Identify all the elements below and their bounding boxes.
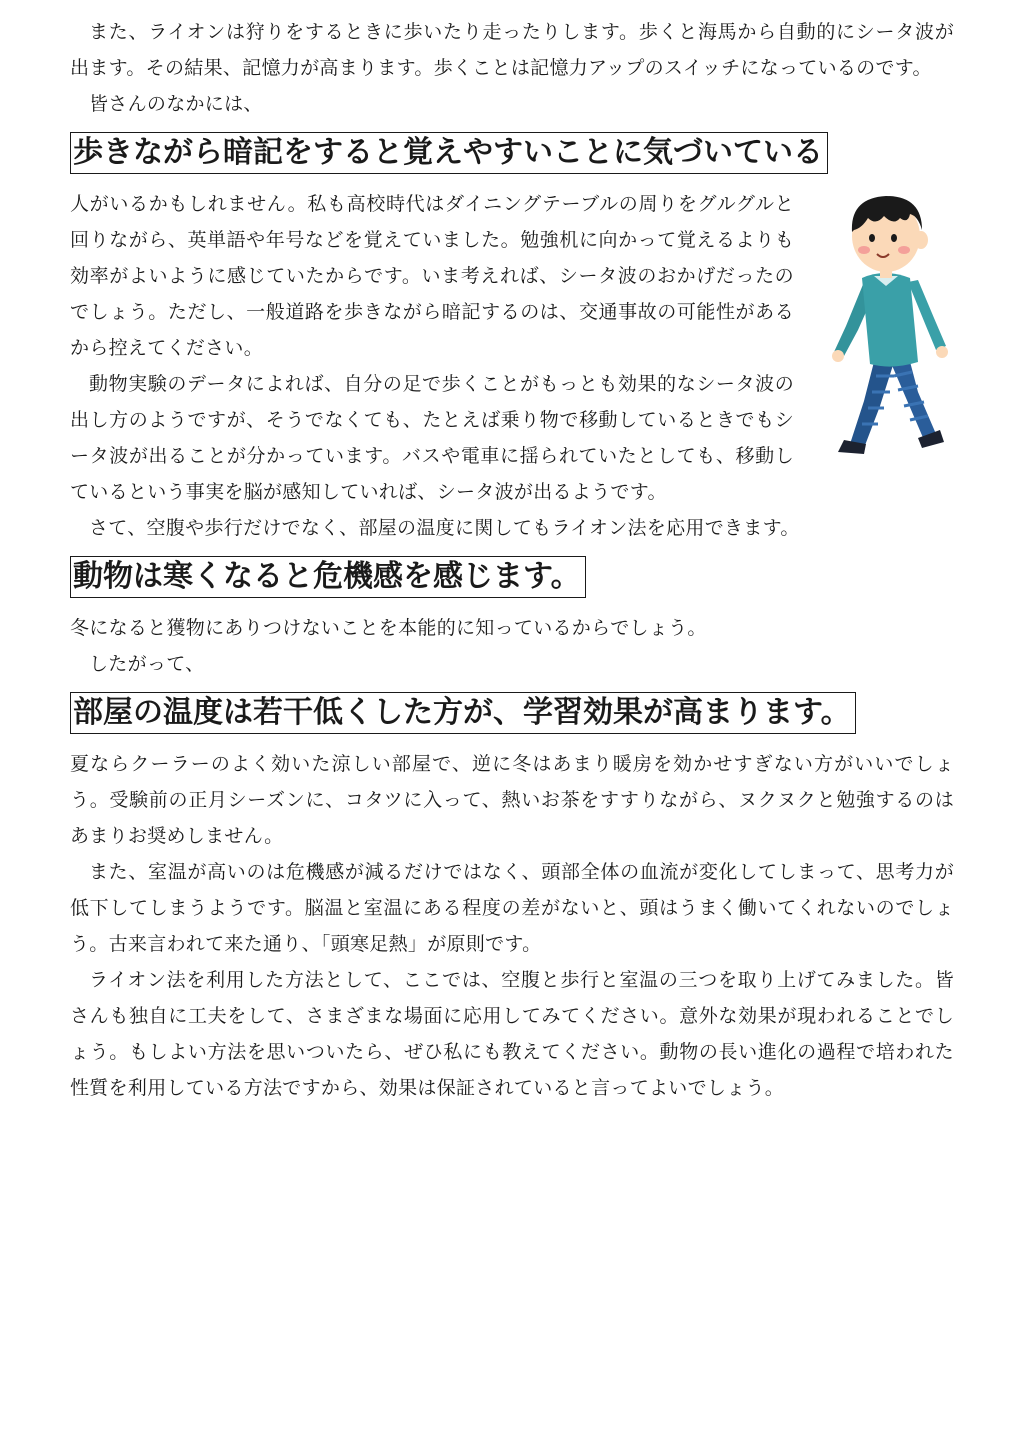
section1-heading-wrap	[70, 132, 954, 174]
walking-man-icon	[814, 186, 954, 461]
section2-heading: 動物は寒くなると危機感を感じます。	[70, 556, 586, 598]
section3-paragraph-2: また、室温が高いのは危機感が減るだけではなく、頭部全体の血流が変化してしまって、思考力が低下してしまうようです。脳温と室温にある程度の差がないと、頭はうまく働いてくれないのでしょう。古来言われて来た通り、「頭寒足熱」が原則です。	[70, 861, 954, 955]
section1-heading: 歩きながら暗記をすると覚えやすいことに気づいている	[70, 132, 828, 174]
intro-paragraph-1: また、ライオンは狩りをするときに歩いたり走ったりします。歩くと海馬から自動的にシータ波が出ます。その結果、記憶力が高まります。歩くことは記憶力アップのスイッチになっているのです。	[70, 21, 954, 79]
section1-paragraph-2: 動物実験のデータによれば、自分の足で歩くことがもっとも効果的なシータ波の出し方のようですが、そうでなくても、たとえば乗り物で移動しているときでもシータ波が出ることが分かっています。バスや電車に揺られていたとしても、移動しているという事実を脳が感知していれば、シータ波が出るようです。	[70, 373, 794, 503]
section2-paragraph-2: したがって、	[89, 653, 205, 675]
section3-heading-wrap	[70, 692, 954, 734]
section3-paragraph-3: ライオン法を利用した方法として、ここでは、空腹と歩行と室温の三つを取り上げてみました。皆さんも独自に工夫をして、さまざまな場面に応用してみてください。意外な効果が現われることでしょう。もしよい方法を思いついたら、ぜひ私にも教えてください。動物の長い進化の過程で培われた性質を利用している方法ですから、効果は保証されていると言ってよいでしょう。	[70, 969, 954, 1099]
section1-paragraph-3: さて、空腹や歩行だけでなく、部屋の温度に関してもライオン法を応用できます。	[89, 517, 800, 539]
document-page	[70, 14, 954, 1106]
section3-heading: 部屋の温度は若干低くした方が、学習効果が高まります。	[70, 692, 856, 734]
section2-paragraph-1: 冬になると獲物にありつけないことを本能的に知っているからでしょう。	[70, 617, 707, 639]
section1-paragraph-1: 人がいるかもしれません。私も高校時代はダイニングテーブルの周りをグルグルと回りながら、英単語や年号などを覚えていました。勉強机に向かって覚えるよりも効率がよいように感じていたからです。いま考えれば、シータ波のおかげだったのでしょう。ただし、一般道路を歩きながら暗記するのは、交通事故の可能性があるから控えてください。	[70, 193, 794, 359]
section3-paragraph-1: 夏ならクーラーのよく効いた涼しい部屋で、逆に冬はあまり暖房を効かせすぎない方がいいでしょう。受験前の正月シーズンに、コタツに入って、熱いお茶をすすりながら、ヌクヌクと勉強するのはあまりお奨めしません。	[70, 753, 954, 847]
section2-heading-wrap	[70, 556, 954, 598]
intro-paragraph-2: 皆さんのなかには、	[89, 93, 263, 115]
